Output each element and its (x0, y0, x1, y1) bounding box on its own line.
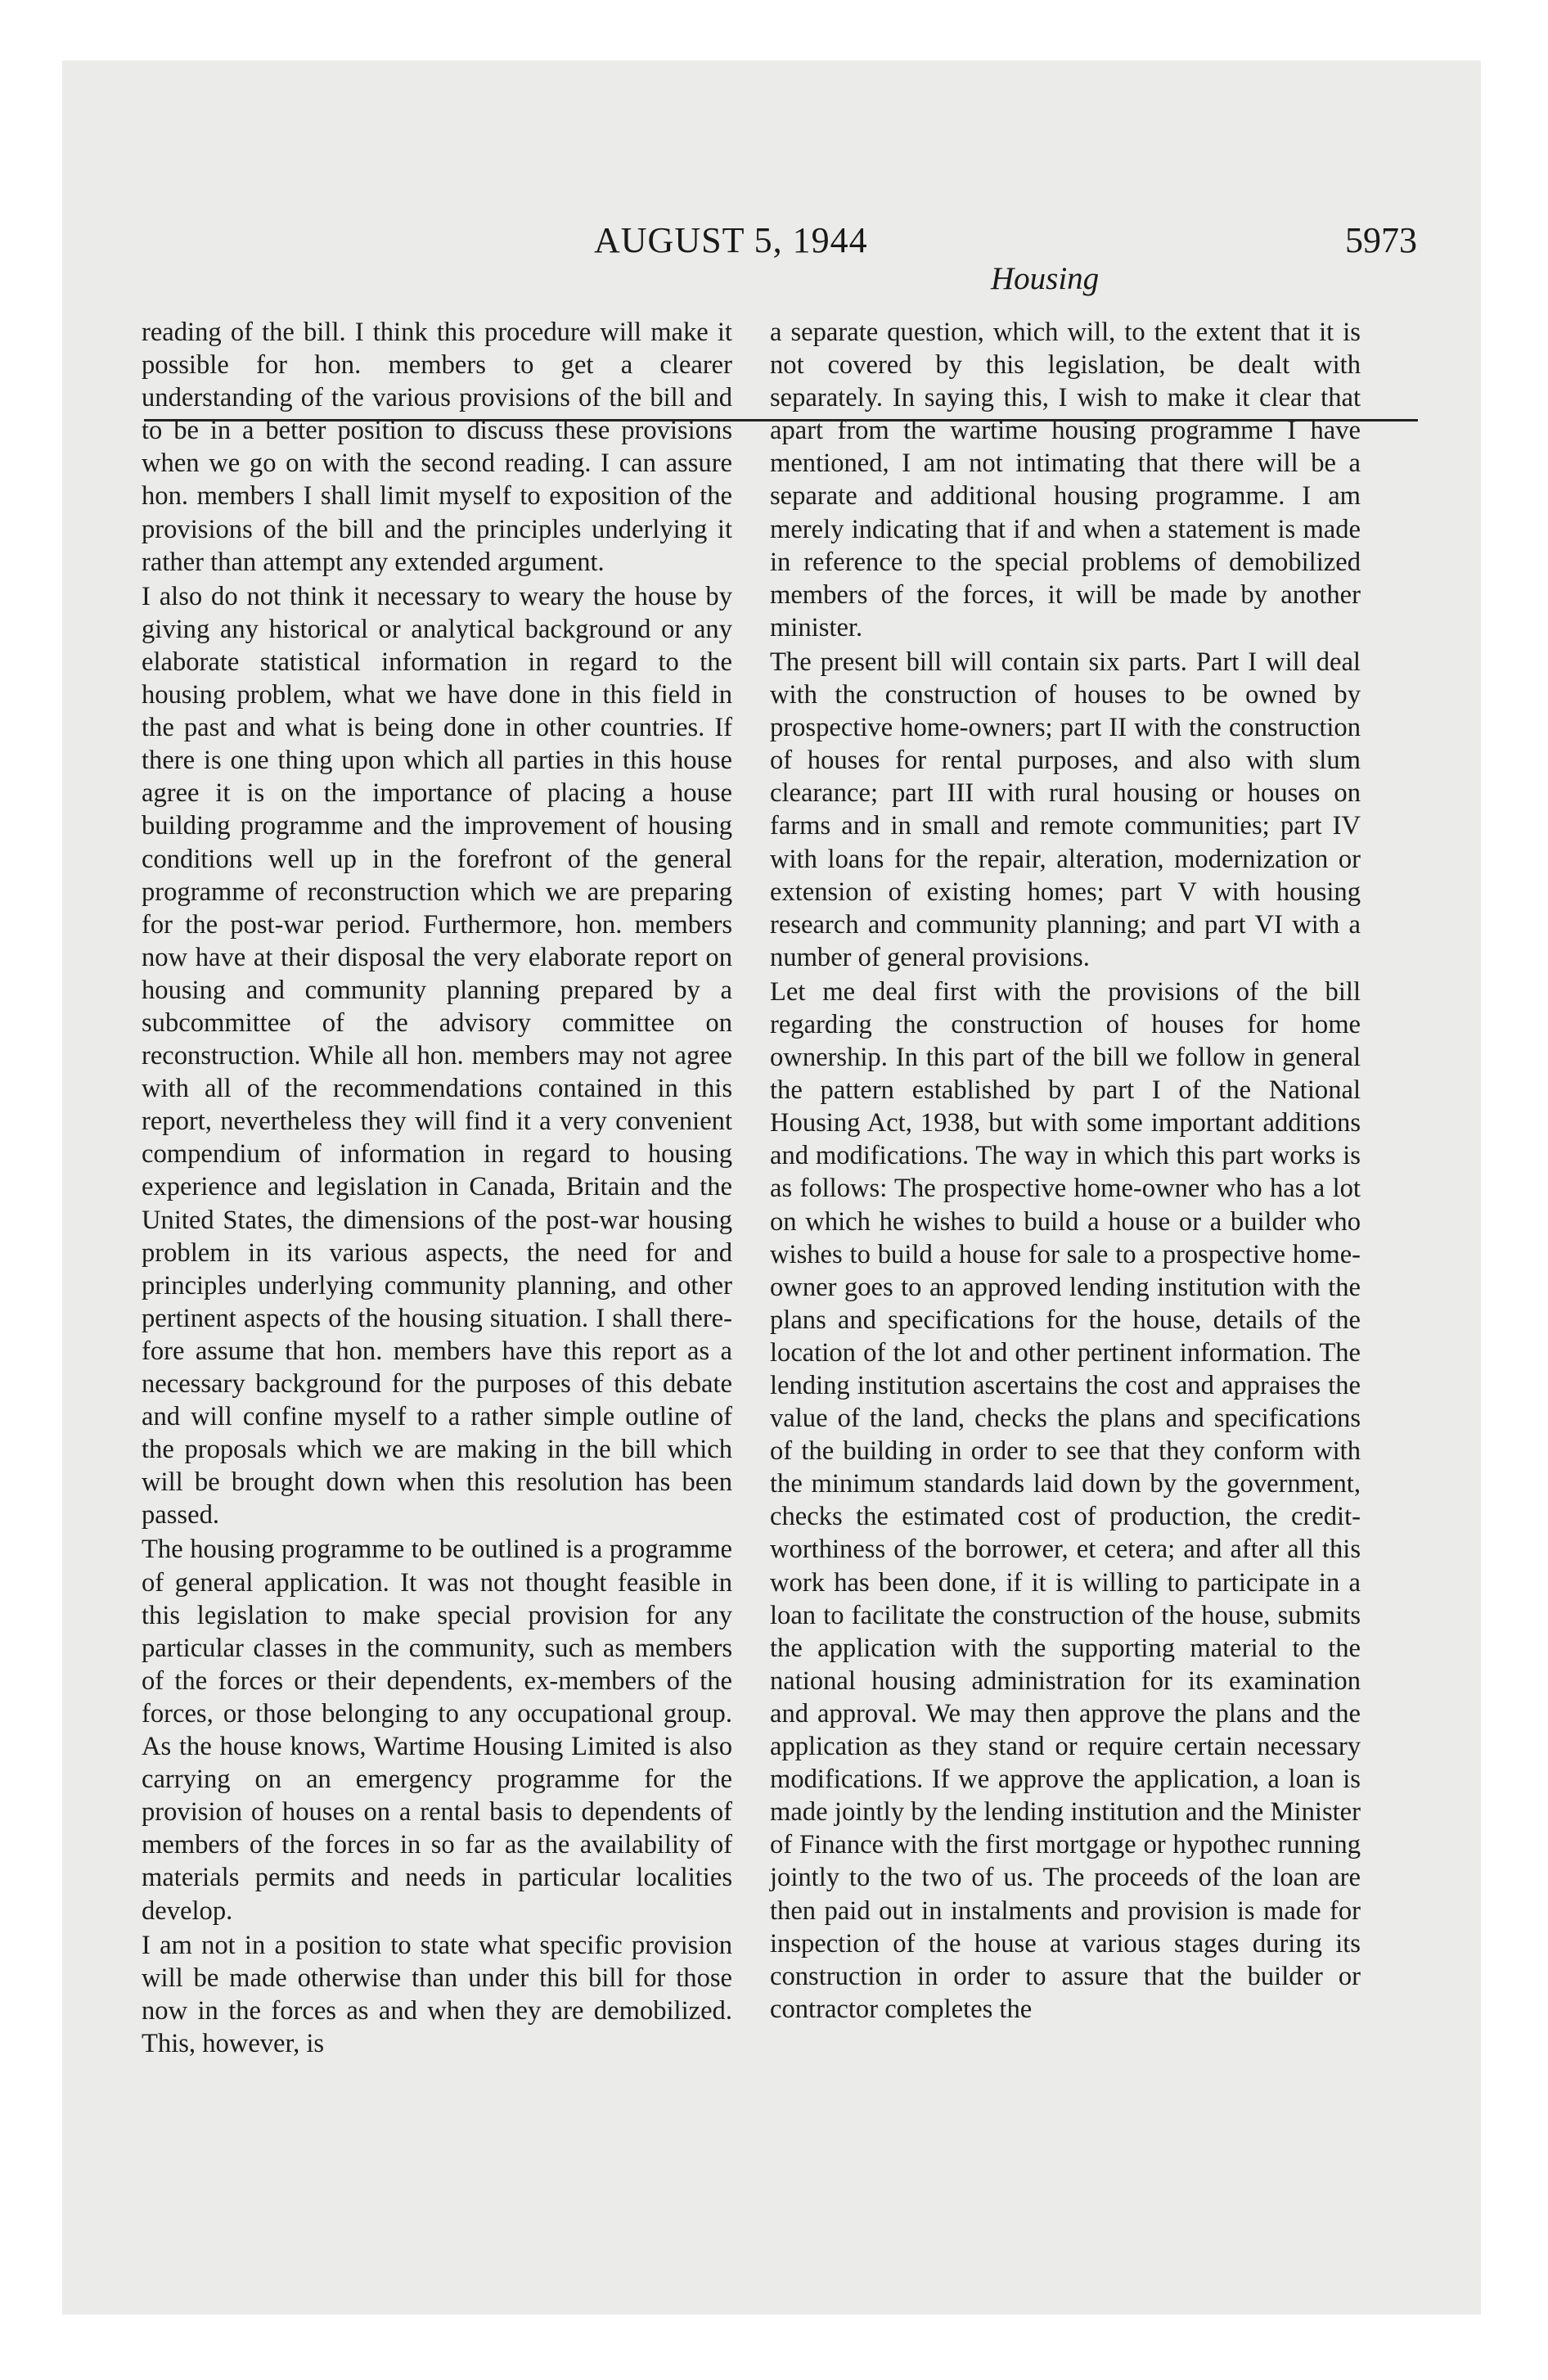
paragraph: The housing programme to be outlined is a programme of general application. It was not thought feasible in this legislation to make special provision for any particular classes in the community, such as members of the forces or their dependents, ex-members of the forces, or those belonging to any occupational group. As the house knows, Wartime Housing Limited is also carrying on an emergency programme for the provision of houses on a rental basis to dependents of members of the forces in so far as the availability of materials permits and needs in particular localities develop. (142, 1535, 732, 1926)
page-number: 5973 (1345, 220, 1417, 260)
page-header (62, 175, 1481, 314)
paragraph: reading of the bill. I think this procedure will make it possible for hon. members to get a clearer understanding of the various provisions of the bill and to be in a better position to discuss these provisions when we go on with the second reading. I can assure hon. members I shall limit myself to exposition of the provisions of the bill and the principles underlying it rather than attempt any extended argument. (142, 318, 732, 577)
paragraph: The present bill will contain six parts. Part I will deal with the construction of houses to be owned by prospective home-owners; part II with the construction of houses for rental purposes, and also with slum clearance; part III with rural housing or houses on farms and in small and remote communities; part IV with loans for the repair, alteration, modernization or extension of existing homes; part V with housing research and community planning; and part VI with a number of general provisions. (770, 647, 1361, 972)
paragraph: a separate question, which will, to the extent that it is not covered by this legislation, be dealt with separately. In saying this, I wish to make it clear that apart from the wartime housing programme I have mentioned, I am not intimating that there will be a separate and additional housing programme. I am merely indicating that if and when a statement is made in reference to the special problems of demobilized members of the forces, it will be made by another minister. (770, 318, 1361, 642)
header-date: AUGUST 5, 1944 (594, 220, 868, 260)
right-column (770, 316, 1361, 2026)
document-page (62, 61, 1481, 2315)
paragraph: Let me deal first with the provisions of the bill regarding the construction of houses for home ownership. In this part of the bill we follow in general the pattern established by part I of the National Housing Act, 1938, but with some important additions and modifications. The way in which this part works is as follows: The prospective home-owner who has a lot on which he wishes to build a house or a builder who wishes to build a house for sale to a prospective home-owner goes to an approved lending institution with the plans and specifications for the house, details of the location of the lot and other pertinent information. The lending institution ascertains the cost and appraises the value of the land, checks the plans and specifications of the building in order to see that they conform with the minimum standards laid down by the government, checks the estimated cost of production, the credit-worthiness of the borrower, et cetera; and after all this work has been done, if it is willing to participate in a loan to facilitate the construction of the house, submits the application with the supporting material to the national housing administration for its examination and approval. We may then approve the plans and the application as they stand or require certain necessary modifications. If we approve the application, a loan is made jointly by the lending institution and the Minister of Finance with the first mortgage or hypothec running jointly to the two of us. The proceeds of the loan are then paid out in instalments and provision is made for inspection of the house at various stages during its construction in order to assure that the builder or contractor completes the (770, 976, 1361, 2024)
left-column (142, 316, 732, 2060)
section-title: Housing (991, 261, 1100, 296)
paragraph: I am not in a position to state what specific provision will be made otherwise than under this bill for those now in the forces as and when they are demobilized. This, however, is (142, 1930, 732, 2058)
paragraph: I also do not think it necessary to weary the house by giving any historical or analytical background or any elaborate statistical information in regard to the housing problem, what we have done in this field in the past and what is being done in other countries. If there is one thing upon which all parties in this house agree it is on the importance of placing a house building programme and the improvement of housing conditions well up in the forefront of the general programme of reconstruction which we are preparing for the post-war period. Furthermore, hon. members now have at their disposal the very elaborate report on housing and community planning prepared by a subcommittee of the advisory committee on reconstruction. While all hon. members may not agree with all of the recommendations contained in this report, nevertheless they will find it a very convenient compendium of information in regard to housing experience and legislation in Canada, Britain and the United States, the dimensions of the post-war housing problem in its various aspects, the need for and principles underlying community planning, and other pertinent aspects of the housing situation. I shall therefore assume that hon. members have this report as a necessary background for the purposes of this debate and will confine myself to a rather simple outline of the proposals which we are making in the bill which will be brought down when this resolution has been passed. (142, 581, 732, 1530)
